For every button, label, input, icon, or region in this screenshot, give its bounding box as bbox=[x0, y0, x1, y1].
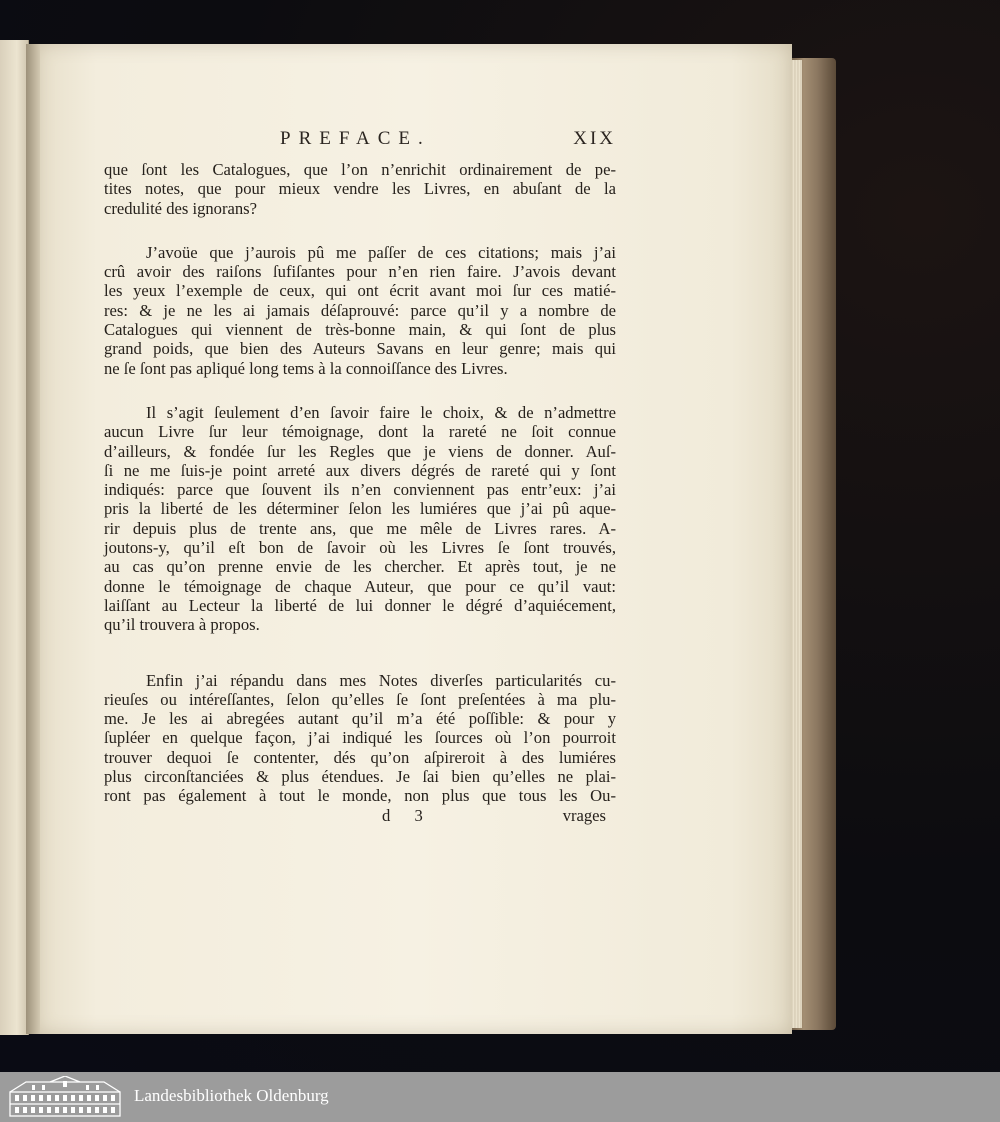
text-line: donne le témoignage de chaque Auteur, que pour ce qu’il vaut: bbox=[104, 576, 616, 596]
text-line: Il s’agit ſeulement d’en ſavoir faire le choix, & de n’admettre bbox=[146, 402, 616, 422]
text-line: ſi ne me ſuis-je point arreté aux divers dégrés de rareté qui y ſont bbox=[104, 460, 616, 480]
library-building-logo-icon bbox=[6, 1076, 124, 1118]
text-line: ront pas également à tout le monde, non plus que tous les Ou- bbox=[104, 786, 616, 806]
signature-mark: d 3 bbox=[382, 806, 433, 825]
text-line: credulité des ignorans? bbox=[104, 198, 257, 218]
running-head bbox=[280, 128, 616, 156]
text-line: indiqués: parce que ſouvent ils n’en conviennent pas entr’eux: j’ai bbox=[104, 480, 616, 500]
text-line: ne ſe ſont pas apliqué long tems à la connoiſſance des Livres. bbox=[104, 358, 508, 378]
text-line: d’ailleurs, & fondée ſur les Regles que je viens de donner. Auſ- bbox=[104, 441, 616, 461]
text-line: J’avoüe que j’aurois pû me paſſer de ces citations; mais j’ai bbox=[146, 242, 616, 262]
text-line: ſupléer en quelque façon, j’ai indiqué les ſources où l’on pourroit bbox=[104, 728, 616, 748]
text-line: Catalogues qui viennent de très-bonne main, & qui ſont de plus bbox=[104, 320, 616, 340]
library-footer-bar bbox=[0, 1072, 1000, 1122]
text-line: les yeux l’exemple de ceux, qui ont écrit avant moi ſur ces matié- bbox=[104, 281, 616, 301]
paragraph-4 bbox=[104, 671, 616, 806]
text-line: res: & je ne les ai jamais déſaprouvé: parce qu’il y a nombre de bbox=[104, 300, 616, 320]
paragraph-1 bbox=[104, 160, 616, 218]
text-line: pris la liberté de les déterminer ſelon les lumiéres que j’ai pû aque- bbox=[104, 499, 616, 519]
running-title: PREFACE. bbox=[280, 128, 431, 149]
left-page-edge bbox=[0, 40, 29, 1035]
library-name: Landesbibliothek Oldenburg bbox=[134, 1086, 329, 1105]
signature-line bbox=[104, 806, 606, 828]
body-text bbox=[104, 160, 616, 806]
page-number: XIX bbox=[573, 128, 616, 149]
page-gutter bbox=[26, 44, 40, 1034]
text-line: grand poids, que bien des Auteurs Savans en leur genre; mais qui bbox=[104, 339, 616, 359]
text-line: crû avoir des raiſons ſufiſantes pour n’en rien faire. J’avois devant bbox=[104, 262, 616, 282]
text-line: me. Je les ai abregées autant qu’il m’a été poſſible: & pour y bbox=[104, 709, 616, 729]
text-line: plus circonſtanciées & plus étendues. Je ſai bien qu’elles ne plai- bbox=[104, 767, 616, 787]
text-line: rir depuis plus de trente ans, que me mêle de Livres rares. A- bbox=[104, 518, 616, 538]
text-line: rieuſes ou intéreſſantes, ſelon qu’elles ſe ſont preſentées à ma plu- bbox=[104, 689, 616, 709]
text-line: joutons-y, qu’il eſt bon de ſavoir où les Livres ſe ſont trouvés, bbox=[104, 538, 616, 558]
text-line: tites notes, que pour mieux vendre les Livres, en abuſant de la bbox=[104, 179, 616, 199]
text-line: laiſſant au Lecteur la liberté de lui donner le dégré d’aquiécement, bbox=[104, 595, 616, 615]
text-line: que ſont les Catalogues, que l’on n’enrichit ordinairement de pe- bbox=[104, 160, 616, 179]
text-line: aucun Livre ſur leur témoignage, dont la rareté ne ſoit connue bbox=[104, 422, 616, 442]
paragraph-3 bbox=[104, 403, 616, 635]
text-line: au cas qu’on prenne envie de les chercher. Et après tout, je ne bbox=[104, 557, 616, 577]
text-line: trouver dequoi ſe contenter, dés qu’on aſpireroit à des lumiéres bbox=[104, 747, 616, 767]
catchword: vrages bbox=[562, 806, 606, 825]
text-line: Enfin j’ai répandu dans mes Notes diverſes particularités cu- bbox=[146, 670, 616, 690]
text-line: qu’il trouvera à propos. bbox=[104, 615, 260, 635]
paragraph-2 bbox=[104, 243, 616, 378]
